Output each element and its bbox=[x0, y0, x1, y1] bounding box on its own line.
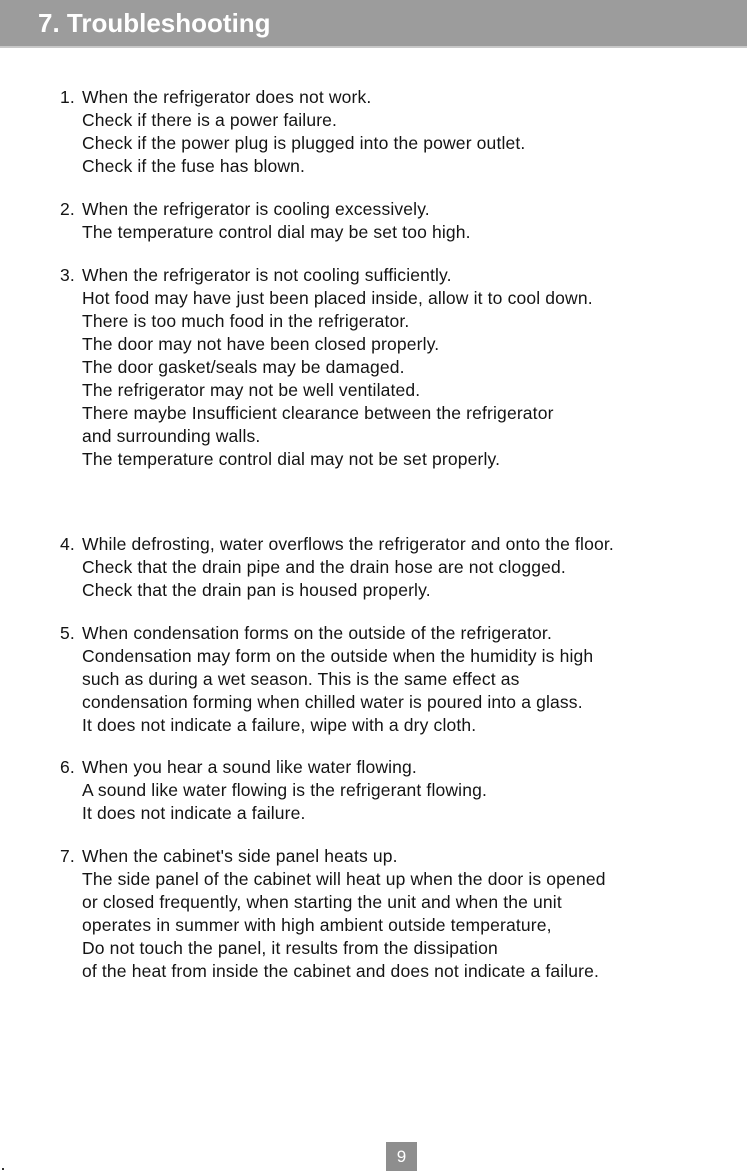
troubleshooting-item-4 bbox=[60, 533, 745, 602]
item-line: It does not indicate a failure. bbox=[82, 803, 306, 823]
item-number: 6. bbox=[60, 757, 75, 777]
item-line: The door gasket/seals may be damaged. bbox=[82, 357, 405, 377]
troubleshooting-item-2 bbox=[60, 198, 745, 244]
item-number: 3. bbox=[60, 265, 75, 285]
item-line: A sound like water flowing is the refrigerant flowing. bbox=[82, 780, 487, 800]
troubleshooting-item-7 bbox=[60, 845, 745, 983]
item-line: operates in summer with high ambient outside temperature, bbox=[82, 915, 552, 935]
item-line: The temperature control dial may not be set properly. bbox=[82, 449, 501, 469]
item-line: Check if the power plug is plugged into the power outlet. bbox=[82, 133, 526, 153]
item-line: Check that the drain pipe and the drain hose are not clogged. bbox=[82, 557, 566, 577]
item-number: 4. bbox=[60, 534, 75, 554]
item-number: 5. bbox=[60, 623, 75, 643]
item-line: Check if the fuse has blown. bbox=[82, 156, 306, 176]
item-line: There is too much food in the refrigerator. bbox=[82, 311, 410, 331]
item-heading: When condensation forms on the outside of the refrigerator. bbox=[82, 623, 552, 643]
item-line: of the heat from inside the cabinet and does not indicate a failure. bbox=[82, 961, 600, 981]
item-number: 1. bbox=[60, 87, 75, 107]
item-heading: When the cabinet's side panel heats up. bbox=[82, 846, 398, 866]
item-line: There maybe Insufficient clearance between the refrigerator bbox=[82, 403, 554, 423]
troubleshooting-item-3 bbox=[60, 264, 745, 471]
section-title: 7. Troubleshooting bbox=[38, 8, 271, 38]
item-line: The side panel of the cabinet will heat up when the door is opened bbox=[82, 869, 606, 889]
item-line: The refrigerator may not be well ventilated. bbox=[82, 380, 421, 400]
troubleshooting-item-6 bbox=[60, 756, 745, 825]
item-line: such as during a wet season. This is the same effect as bbox=[82, 669, 520, 689]
item-line: or closed frequently, when starting the unit and when the unit bbox=[82, 892, 562, 912]
item-heading: When the refrigerator is not cooling sufficiently. bbox=[82, 265, 452, 285]
item-heading: When the refrigerator is cooling excessively. bbox=[82, 199, 430, 219]
item-line: Check if there is a power failure. bbox=[82, 110, 338, 130]
troubleshooting-item-1 bbox=[60, 86, 745, 178]
item-line: The temperature control dial may be set too high. bbox=[82, 222, 471, 242]
item-heading: While defrosting, water overflows the refrigerator and onto the floor. bbox=[82, 534, 614, 554]
item-line: Hot food may have just been placed inside, allow it to cool down. bbox=[82, 288, 593, 308]
section-header-bar bbox=[0, 0, 747, 48]
item-number: 7. bbox=[60, 846, 75, 866]
item-line: It does not indicate a failure, wipe with a dry cloth. bbox=[82, 715, 477, 735]
troubleshooting-item-5 bbox=[60, 622, 745, 737]
item-line: The door may not have been closed properly. bbox=[82, 334, 440, 354]
item-line: condensation forming when chilled water is poured into a glass. bbox=[82, 692, 583, 712]
item-line: Do not touch the panel, it results from the dissipation bbox=[82, 938, 498, 958]
item-heading: When you hear a sound like water flowing. bbox=[82, 757, 417, 777]
item-number: 2. bbox=[60, 199, 75, 219]
item-heading: When the refrigerator does not work. bbox=[82, 87, 372, 107]
item-line: Condensation may form on the outside when the humidity is high bbox=[82, 646, 594, 666]
page-number: 9 bbox=[386, 1142, 417, 1171]
item-line: and surrounding walls. bbox=[82, 426, 261, 446]
item-line: Check that the drain pan is housed properly. bbox=[82, 580, 431, 600]
scan-speck bbox=[2, 1168, 4, 1170]
